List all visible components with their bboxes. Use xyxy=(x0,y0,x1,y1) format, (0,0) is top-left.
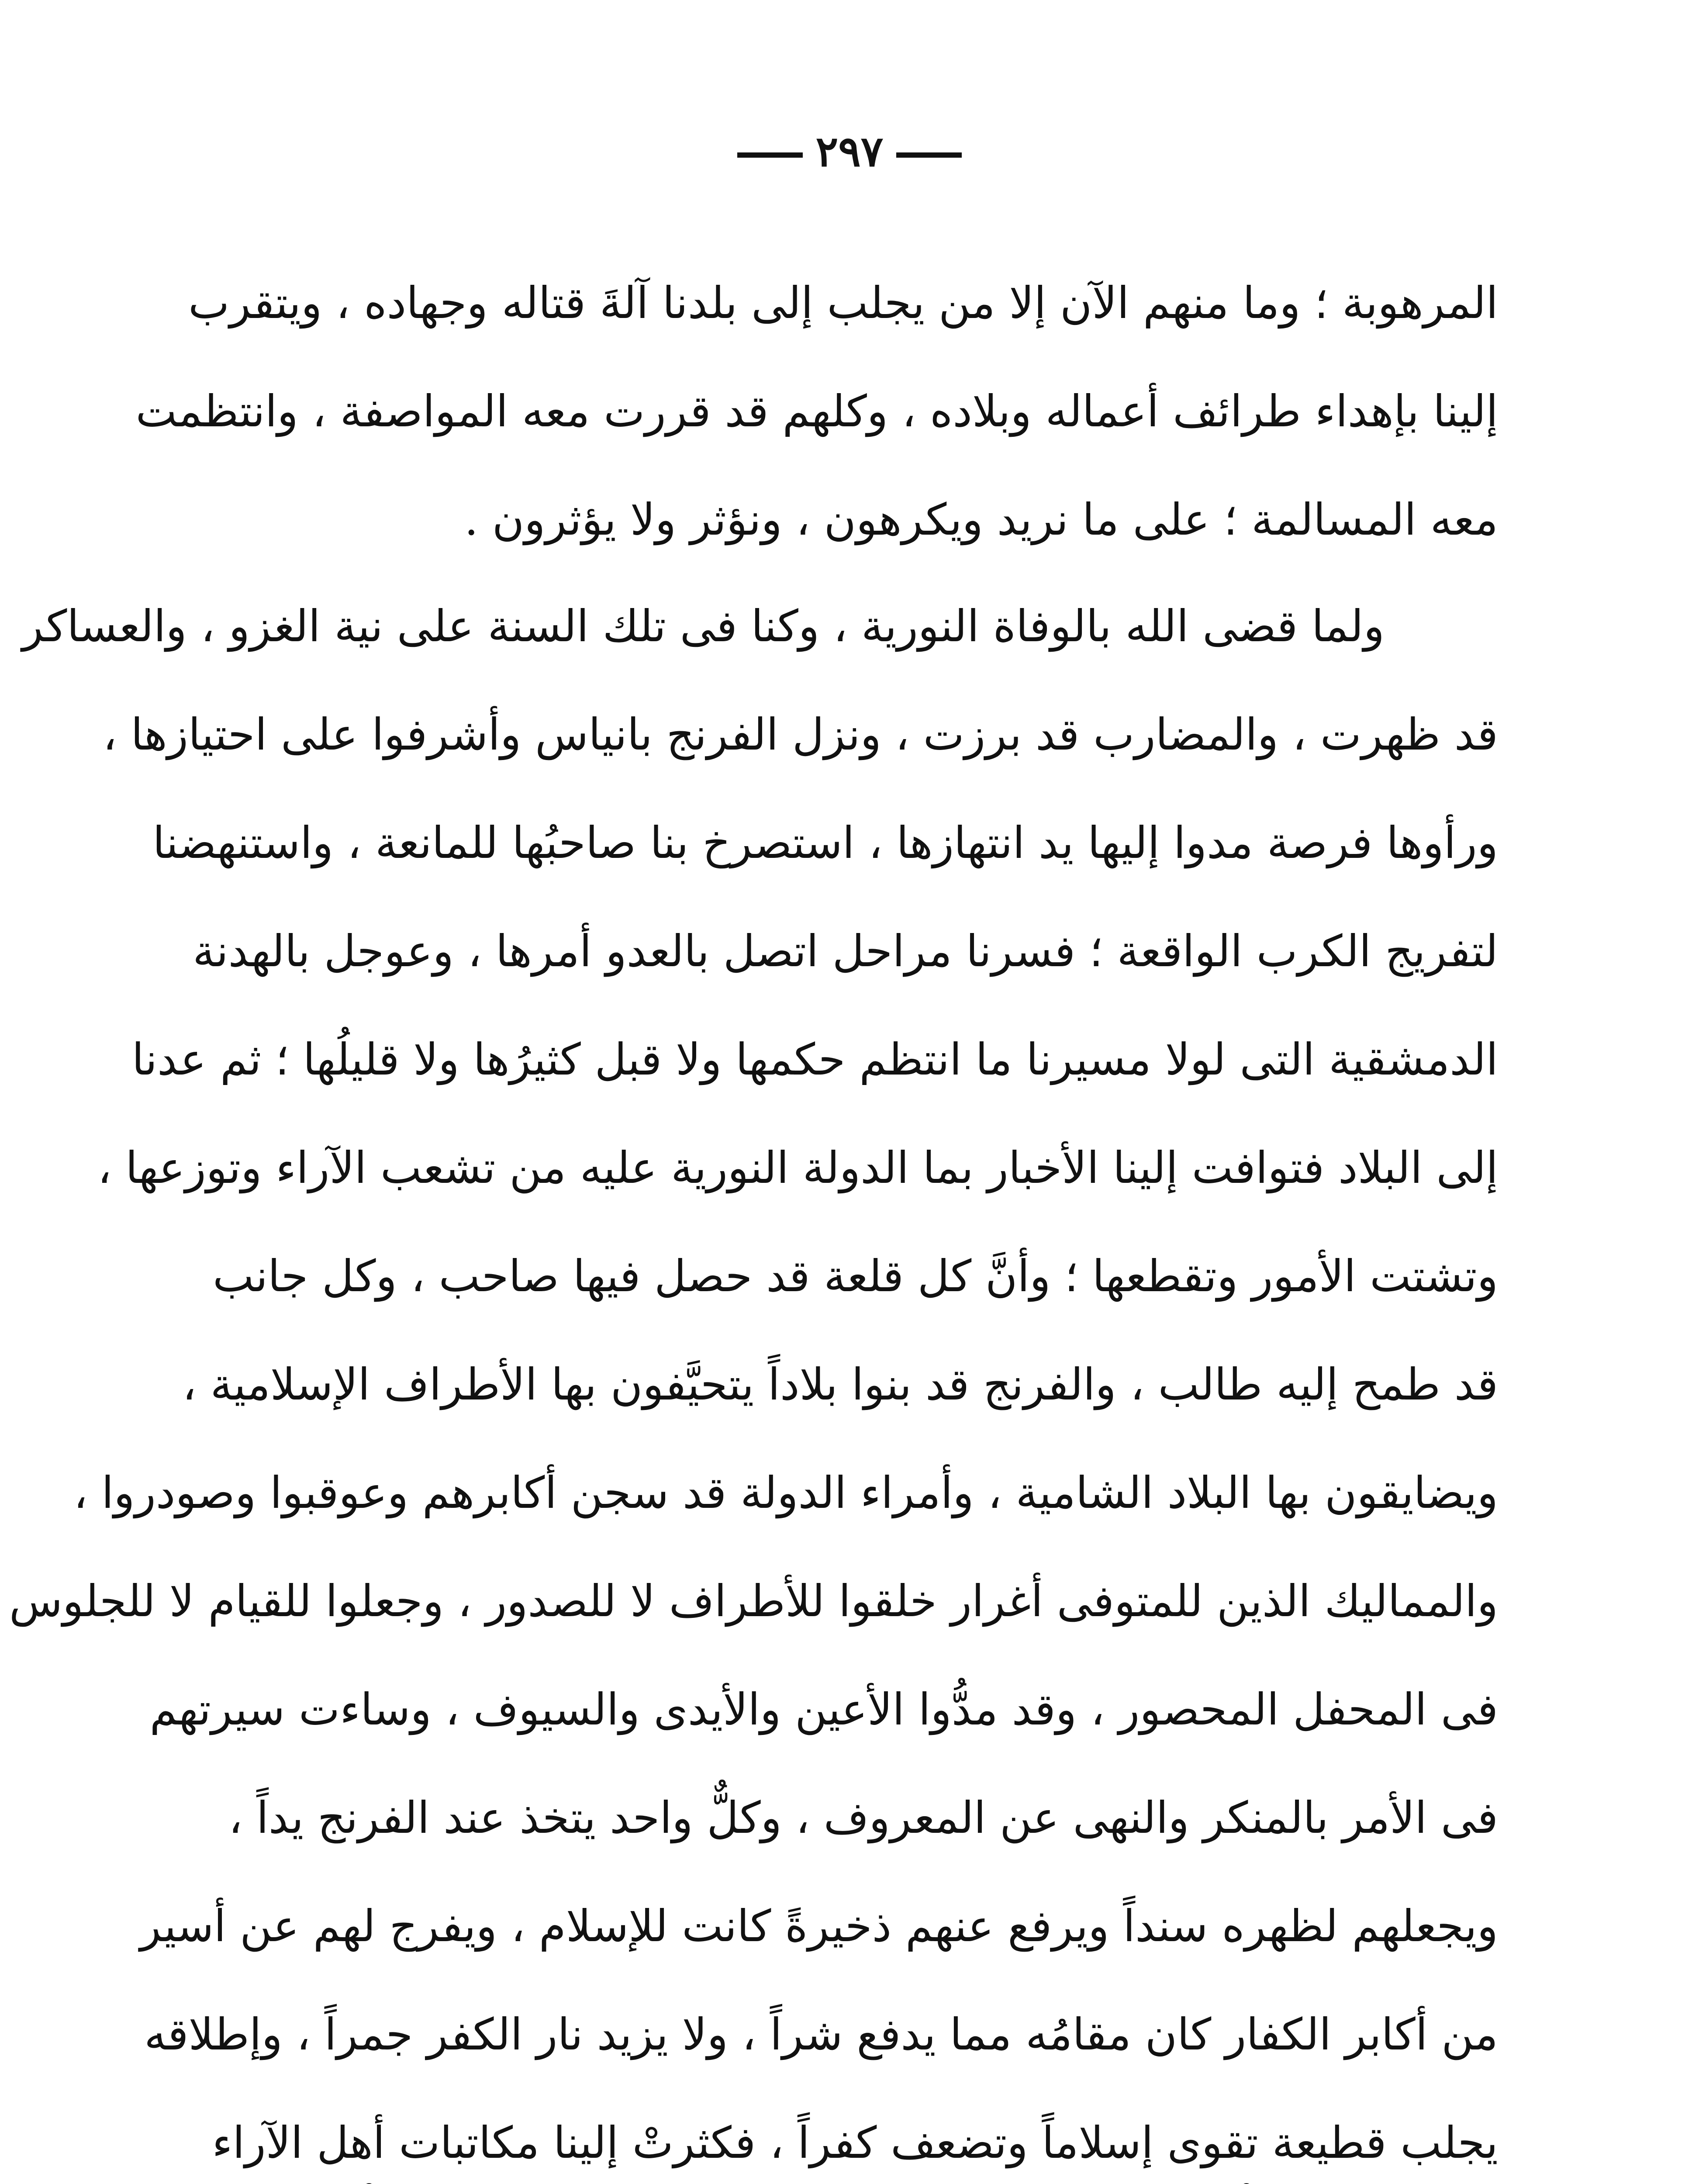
page-number-dash-left xyxy=(737,152,803,158)
paragraph-line: فى الأمر بالمنكر والنهى عن المعروف ، وكلٌّ واحد يتخذ عند الفرنج يداً ، xyxy=(228,1792,1498,1843)
paragraph-line: ويضايقون بها البلاد الشامية ، وأمراء الدولة قد سجن أكابرهم وعوقبوا وصودروا ، xyxy=(73,1467,1498,1518)
page-number-text: ٢٩٧ xyxy=(815,127,884,176)
page-number-dash-right xyxy=(896,152,962,158)
paragraph-line: ويجعلهم لظهره سنداً ويرفع عنهم ذخيرةً كانت للإسلام ، ويفرج لهم عن أسير xyxy=(140,1901,1498,1952)
paragraph-line: المرهوبة ؛ وما منهم الآن إلا من يجلب إلى بلدنا آلةَ قتاله وجهاده ، ويتقرب xyxy=(188,277,1498,328)
paragraph-line: وتشتت الأمور وتقطعها ؛ وأنَّ كل قلعة قد حصل فيها صاحب ، وكل جانب xyxy=(213,1251,1498,1302)
paragraph-line: ولما قضى الله بالوفاة النورية ، وكنا فى تلك السنة على نية الغزو ، والعساكر xyxy=(22,601,1385,652)
paragraph-1 xyxy=(135,249,1498,574)
paragraph-line: يجلب قطيعة تقوى إسلاماً وتضعف كفراً ، فكثرتْ إلينا مكاتبات أهل الآراء xyxy=(212,2117,1498,2168)
paragraph-line xyxy=(297,2158,1498,2184)
page-number xyxy=(0,127,1699,176)
paragraph-line: قد ظهرت ، والمضارب قد برزت ، ونزل الفرنج بانياس وأشرفوا على احتيازها ، xyxy=(103,709,1498,760)
paragraph-line: من أكابر الكفار كان مقامُه مما يدفع شراً ، ولا يزيد نار الكفر جمراً ، وإطلاقه xyxy=(144,2009,1498,2060)
paragraph-line: الدمشقية التى لولا مسيرنا ما انتظم حكمها ولا قبل كثيرُها ولا قليلُها ؛ ثم عدنا xyxy=(131,1034,1498,1085)
paragraph-2 xyxy=(9,572,1498,2184)
paragraph-line: فى المحفل المحصور ، وقد مدُّوا الأعين والأيدى والسيوف ، وساءت سيرتهم xyxy=(149,1684,1498,1735)
paragraph-line: والمماليك الذين للمتوفى أغرار خلقوا للأطراف لا للصدور ، وجعلوا للقيام لا للجلوس xyxy=(9,1576,1498,1627)
paragraph-line: إلى البلاد فتوافت إلينا الأخبار بما الدولة النورية عليه من تشعب الآراء وتوزعها ، xyxy=(97,1142,1498,1193)
paragraph-line: إلينا بإهداء طرائف أعماله وبلاده ، وكلهم قد قررت معه المواصفة ، وانتظمت xyxy=(135,386,1498,437)
paragraph-line: لتفريج الكرب الواقعة ؛ فسرنا مراحل اتصل بالعدو أمرها ، وعوجل بالهدنة xyxy=(193,926,1498,977)
paragraph-line: قد طمح إليه طالب ، والفرنج قد بنوا بلاداً يتحيَّفون بها الأطراف الإسلامية ، xyxy=(182,1359,1498,1410)
paragraph-3 xyxy=(297,2158,1498,2184)
paragraph-line: معه المسالمة ؛ على ما نريد ويكرهون ، ونؤثر ولا يؤثرون . xyxy=(464,494,1498,545)
paragraph-line: ورأوها فرصة مدوا إليها يد انتهازها ، استصرخ بنا صاحبُها للمانعة ، واستنهضنا xyxy=(152,817,1498,868)
